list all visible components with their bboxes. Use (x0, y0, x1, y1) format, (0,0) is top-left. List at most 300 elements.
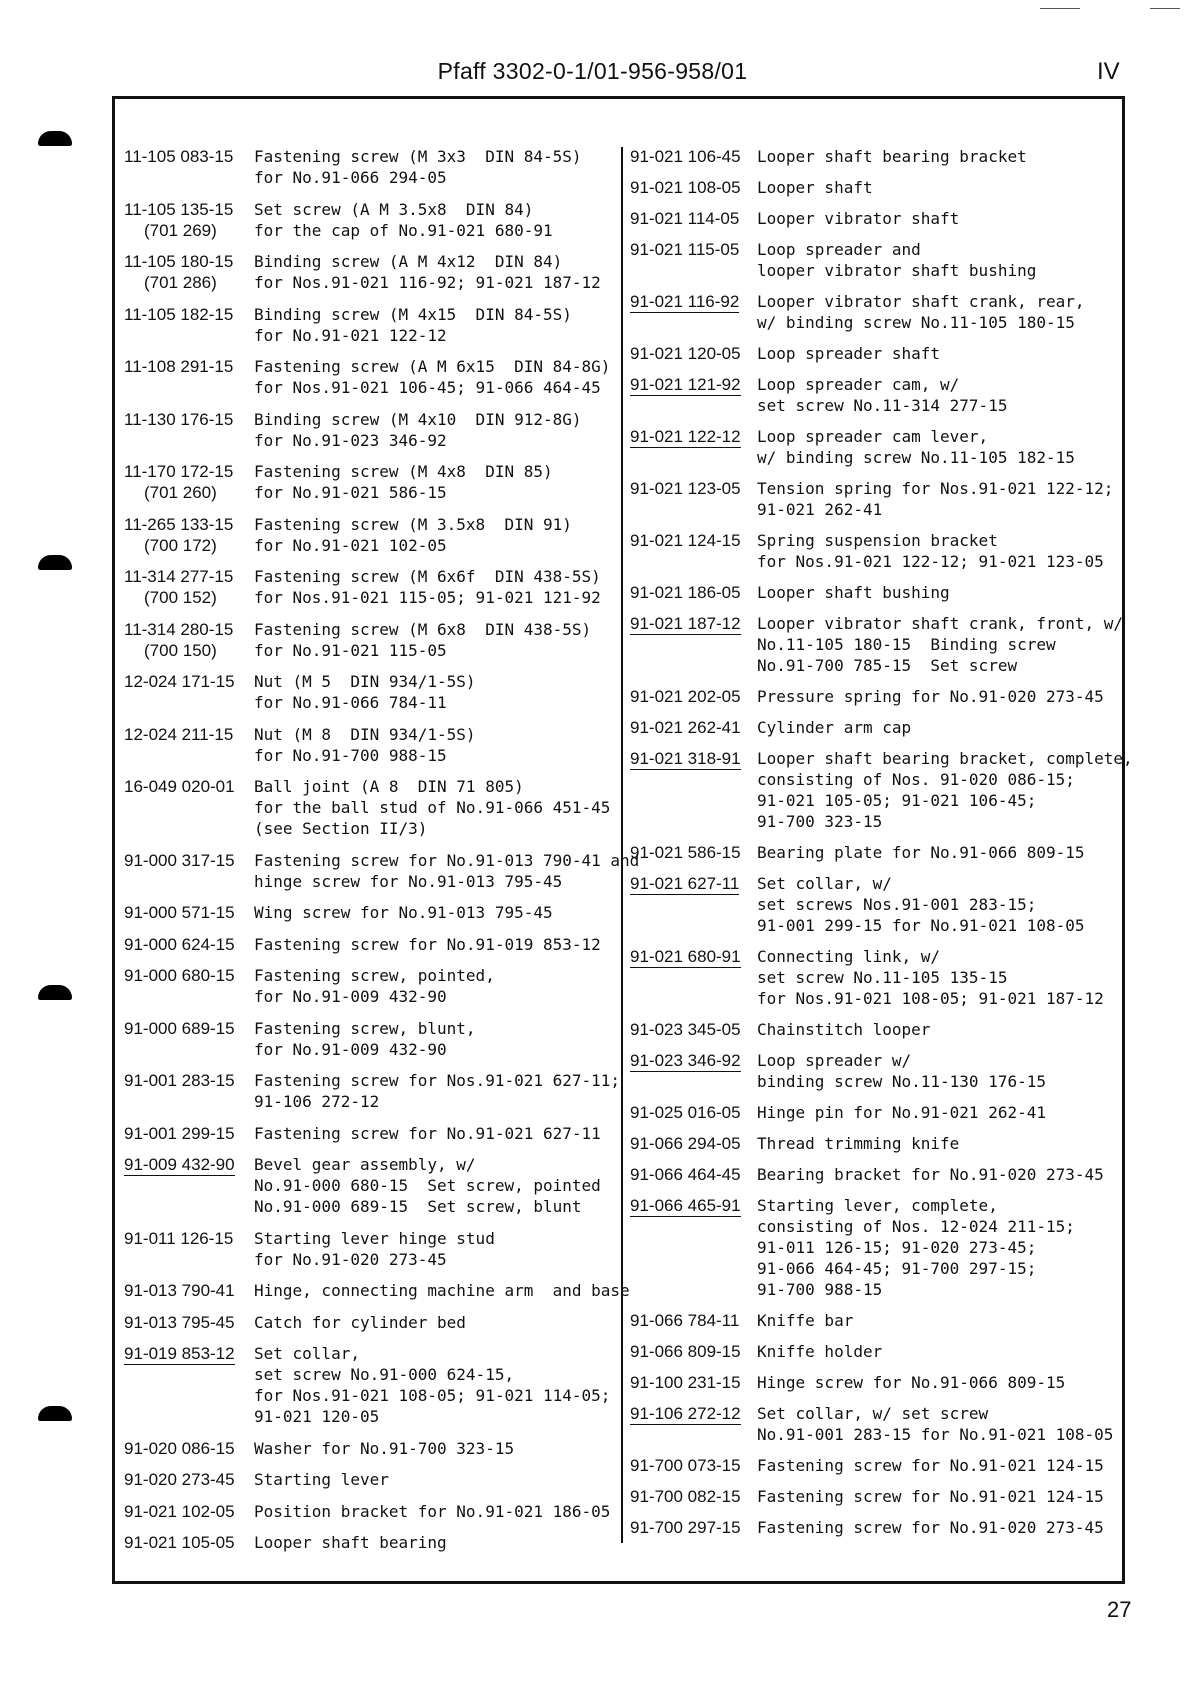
part-number: 11-105 180-15 (124, 252, 234, 271)
part-description-line: Thread trimming knife (757, 1134, 960, 1153)
part-number: 91-700 297-15 (630, 1518, 741, 1537)
parts-list-entry (124, 356, 609, 398)
part-number: 91-100 231-15 (630, 1373, 741, 1392)
parts-list-entry (630, 1486, 1110, 1507)
part-description (254, 1501, 610, 1522)
parts-list-entry (630, 946, 1110, 1009)
part-description-line: Fastening screw for Nos.91-021 627-11; (254, 1071, 621, 1090)
part-number: 91-000 680-15 (124, 966, 235, 985)
parts-list-entry (124, 1228, 609, 1270)
part-description-line: 91-021 262-41 (757, 500, 883, 519)
parts-list-entry (630, 1102, 1110, 1123)
scan-mark (1150, 8, 1180, 9)
part-number: 91-021 115-05 (630, 240, 740, 259)
old-part-number: (700 152) (144, 588, 217, 607)
part-description (254, 1343, 610, 1427)
part-number: 11-170 172-15 (124, 462, 234, 481)
part-description-line: Looper shaft bearing bracket, complete, (757, 749, 1133, 768)
part-description (254, 146, 582, 188)
parts-list-entry (124, 409, 609, 451)
part-description-line: Tension spring for Nos.91-021 122-12; (757, 479, 1114, 498)
part-number-cell (630, 1133, 757, 1154)
part-number-cell (630, 686, 757, 707)
part-description-line: w/ binding screw No.11-105 180-15 (757, 313, 1075, 332)
parts-list-entry (124, 902, 609, 923)
part-number: 91-700 073-15 (630, 1456, 741, 1475)
parts-list-entry (630, 1195, 1110, 1300)
part-description-line: Set collar, w/ (757, 874, 892, 893)
part-number-cell (124, 1070, 254, 1091)
part-number-cell (124, 514, 254, 556)
part-number: 91-021 116-92 (630, 292, 740, 311)
part-number-cell (124, 934, 254, 955)
parts-list-entry (630, 291, 1110, 333)
part-description-line: Fastening screw (M 4x8 DIN 85) (254, 462, 553, 481)
part-number-cell (124, 1343, 254, 1364)
parts-list-entry (630, 613, 1124, 676)
part-number-cell (124, 619, 254, 661)
parts-list-entry (630, 1050, 1110, 1092)
parts-list-entry (124, 776, 609, 839)
parts-list-entry (630, 208, 1110, 229)
part-description-line: Fastening screw for No.91-021 124-15 (757, 1456, 1104, 1475)
old-part-number: (700 150) (144, 640, 217, 660)
parts-list-entry (630, 1019, 1110, 1040)
part-description-line: for Nos.91-021 115-05; 91-021 121-92 (254, 588, 601, 607)
part-description (254, 1312, 466, 1333)
part-number-cell (124, 1438, 254, 1459)
old-part-number: (701 269) (144, 220, 217, 240)
part-description (757, 946, 1104, 1009)
part-description-line: consisting of Nos. 12-024 211-15; (757, 1217, 1075, 1236)
part-description-line: Fastening screw (M 3.5x8 DIN 91) (254, 514, 572, 534)
part-description-line: for Nos.91-021 108-05; 91-021 114-05; (254, 1386, 611, 1405)
part-description-line: 91-106 272-12 (254, 1092, 380, 1111)
part-description-line: for No.91-009 432-90 (254, 987, 447, 1006)
part-description-line: Binding screw (M 4x10 DIN 912-8G) (254, 409, 582, 429)
part-description-line: for No.91-066 784-11 (254, 693, 447, 712)
part-description-line: Looper shaft bearing (254, 1533, 447, 1552)
punch-hole-2 (38, 555, 72, 570)
parts-column-right (630, 146, 1133, 1548)
parts-column-left (124, 146, 640, 1564)
part-description-line: Wing screw for No.91-013 795-45 (254, 903, 553, 922)
part-description (254, 1469, 389, 1490)
part-number-cell (630, 1164, 757, 1185)
parts-list-entry (630, 1341, 1110, 1362)
part-description (254, 619, 591, 661)
part-description-line: for No.91-021 122-12 (254, 325, 447, 345)
part-description-line: Hinge pin for No.91-021 262-41 (757, 1103, 1046, 1122)
part-number-cell (124, 776, 254, 797)
parts-list-entry (630, 1403, 1114, 1445)
part-number: 91-021 106-45 (630, 147, 741, 166)
part-description-line: set screw No.11-314 277-15 (757, 396, 1008, 415)
parts-list-entry (124, 934, 609, 955)
part-description-line: Bevel gear assembly, w/ (254, 1155, 476, 1174)
part-number: 91-021 187-12 (630, 614, 741, 633)
parts-list-entry (630, 1372, 1110, 1393)
part-description (757, 291, 1085, 333)
part-description-line: 91-700 988-15 (757, 1280, 883, 1299)
part-description-line: consisting of Nos. 91-020 086-15; (757, 770, 1075, 789)
part-number: 91-000 624-15 (124, 934, 235, 954)
part-number: 91-021 318-91 (630, 749, 741, 768)
parts-list-entry (630, 1164, 1110, 1185)
part-description (757, 426, 1075, 468)
part-number-cell (124, 1123, 254, 1144)
part-number: 91-021 108-05 (630, 178, 741, 197)
part-number-cell (124, 724, 254, 745)
part-number-cell (630, 842, 757, 863)
part-description-line: Fastening screw for No.91-020 273-45 (757, 1518, 1104, 1537)
part-description (757, 1019, 930, 1040)
part-description (254, 850, 639, 892)
part-number: 91-009 432-90 (124, 1155, 235, 1174)
parts-list-entry (124, 1070, 621, 1112)
part-number-cell (630, 1403, 757, 1424)
part-description-line: 91-700 323-15 (757, 812, 883, 831)
part-number-cell (124, 671, 254, 692)
part-description-line: Nut (M 5 DIN 934/1-5S) (254, 672, 476, 691)
part-number: 91-066 294-05 (630, 1134, 741, 1153)
part-description (254, 934, 601, 955)
parts-list-entry (630, 374, 1110, 416)
parts-list-entry (630, 177, 1110, 198)
part-number: 91-021 102-05 (124, 1501, 235, 1521)
part-description-line: hinge screw for No.91-013 795-45 (254, 871, 563, 891)
part-description-line: Looper shaft (757, 178, 873, 197)
part-number-cell (630, 1102, 757, 1123)
part-number-cell (124, 409, 254, 430)
part-description-line: for Nos.91-021 106-45; 91-066 464-45 (254, 378, 601, 397)
part-number: 11-105 182-15 (124, 304, 234, 324)
parts-list-entry (630, 1310, 1110, 1331)
part-description (254, 1154, 601, 1217)
part-description (254, 1018, 476, 1060)
parts-list-entry (124, 671, 609, 713)
part-description-line: Kniffe bar (757, 1311, 854, 1330)
column-divider (621, 147, 623, 1543)
part-description-line: Set collar, w/ set screw (757, 1404, 989, 1423)
part-description (757, 1486, 1104, 1507)
part-description (757, 374, 1007, 416)
part-description-line: Fastening screw (M 6x8 DIN 438-5S) (254, 619, 592, 639)
part-number-cell (124, 965, 254, 986)
part-description-line: Ball joint (A 8 DIN 71 805) (254, 777, 524, 796)
part-number: 91-023 346-92 (630, 1051, 741, 1070)
page-number: 27 (1107, 1597, 1132, 1622)
part-number-cell (124, 1312, 254, 1333)
part-description (757, 239, 1036, 281)
part-description-line: for No.91-021 102-05 (254, 535, 447, 555)
part-description (757, 842, 1085, 863)
part-description (254, 902, 553, 923)
part-number: 11-265 133-15 (124, 514, 234, 534)
scan-mark (1040, 8, 1080, 9)
part-description-line: Looper shaft bushing (757, 583, 950, 602)
part-number: 91-001 283-15 (124, 1071, 235, 1090)
part-number-cell (124, 251, 254, 293)
part-description-line: Starting lever, complete, (757, 1196, 998, 1215)
part-description-line: Chainstitch looper (757, 1020, 931, 1039)
part-number: 91-023 345-05 (630, 1020, 741, 1039)
part-description (254, 566, 601, 608)
part-description-line: Looper vibrator shaft (757, 209, 960, 228)
part-description (757, 1164, 1104, 1185)
part-description (254, 1123, 601, 1144)
parts-list-entry (630, 717, 1110, 738)
part-description-line: Fastening screw, pointed, (254, 966, 495, 985)
parts-list-entry (124, 514, 609, 556)
punch-hole-4 (38, 1406, 72, 1421)
part-description (254, 1228, 495, 1270)
part-number-cell (124, 1469, 254, 1490)
part-description (757, 1050, 1046, 1092)
part-description-line: Starting lever hinge stud (254, 1228, 495, 1248)
part-number: 91-021 627-11 (630, 874, 740, 893)
part-description (254, 409, 582, 451)
part-number-cell (630, 946, 757, 967)
parts-list-entry (124, 1154, 609, 1217)
part-description (757, 1403, 1113, 1445)
part-number: 91-011 126-15 (124, 1228, 234, 1248)
part-number: 91-021 262-41 (630, 718, 741, 737)
part-number-cell (630, 613, 757, 634)
part-description (254, 356, 610, 398)
part-description-line: Washer for No.91-700 323-15 (254, 1438, 515, 1458)
part-description-line: for No.91-020 273-45 (254, 1249, 447, 1269)
part-number: 91-066 464-45 (630, 1165, 741, 1184)
part-description (254, 671, 476, 713)
part-description-line: Hinge, connecting machine arm and base (254, 1281, 630, 1300)
page-title: Pfaff 3302-0-1/01-956-958/01 (437, 58, 748, 84)
part-number: 91-066 784-11 (630, 1311, 740, 1330)
part-number: 16-049 020-01 (124, 777, 235, 796)
part-description-line: Loop spreader shaft (757, 344, 941, 363)
part-description-line: Bearing plate for No.91-066 809-15 (757, 843, 1085, 862)
part-description (254, 199, 553, 241)
part-number: 91-700 082-15 (630, 1487, 741, 1506)
part-description (757, 530, 1104, 572)
part-number-cell (630, 582, 757, 603)
part-description (254, 1532, 447, 1553)
part-description-line: Loop spreader and (757, 240, 921, 259)
part-description-line: binding screw No.11-130 176-15 (757, 1072, 1046, 1091)
parts-list-entry (124, 1123, 609, 1144)
part-number: 91-021 202-05 (630, 687, 741, 706)
part-number-cell (630, 1019, 757, 1040)
part-description (254, 965, 495, 1007)
part-description-line: Position bracket for No.91-021 186-05 (254, 1501, 611, 1521)
parts-list-entry (630, 530, 1110, 572)
part-number-cell (124, 304, 254, 325)
part-number-cell (124, 1501, 254, 1522)
part-description (757, 1517, 1104, 1538)
part-description-line: (see Section II/3) (254, 819, 428, 838)
parts-list-entry (630, 873, 1110, 936)
part-description-line: for the cap of No.91-021 680-91 (254, 220, 553, 240)
part-number: 91-013 795-45 (124, 1312, 235, 1332)
part-description-line: for the ball stud of No.91-066 451-45 (254, 798, 611, 817)
part-description-line: Catch for cylinder bed (254, 1312, 466, 1332)
part-description-line: Binding screw (M 4x15 DIN 84-5S) (254, 304, 572, 324)
part-description (254, 1280, 630, 1301)
part-number-cell (630, 1517, 757, 1538)
old-part-number: (701 260) (144, 483, 217, 502)
part-number: 91-021 124-15 (630, 531, 741, 550)
part-description-line: Loop spreader cam, w/ (757, 375, 960, 394)
punch-hole-3 (38, 985, 72, 1000)
part-description-line: set screw No.11-105 135-15 (757, 968, 1008, 987)
part-description-line: Fastening screw for No.91-021 627-11 (254, 1123, 601, 1143)
parts-list-entry (630, 426, 1110, 468)
part-number: 91-021 121-92 (630, 375, 741, 394)
part-number: 12-024 171-15 (124, 672, 235, 691)
parts-list-entry (124, 1312, 609, 1333)
part-description-line: No.91-000 689-15 Set screw, blunt (254, 1197, 582, 1216)
part-number: 91-066 465-91 (630, 1196, 741, 1215)
part-number-cell (630, 530, 757, 551)
part-number: 91-021 123-05 (630, 479, 741, 498)
part-number-cell (124, 1532, 254, 1553)
parts-list-entry (630, 478, 1114, 520)
part-description (757, 582, 950, 603)
part-description-line: Binding screw (A M 4x12 DIN 84) (254, 252, 563, 271)
part-description (757, 717, 911, 738)
parts-list-entry (630, 343, 1110, 364)
part-number-cell (124, 1280, 254, 1301)
part-number: 91-021 105-05 (124, 1533, 235, 1552)
parts-list-entry (124, 199, 609, 241)
part-description-line: Fastening screw (M 3x3 DIN 84-5S) (254, 147, 582, 166)
part-description (254, 1438, 514, 1459)
part-description-line: 91-011 126-15; 91-020 273-45; (757, 1238, 1037, 1257)
parts-list-entry (124, 1343, 609, 1427)
part-number: 11-314 277-15 (124, 567, 234, 586)
parts-list-entry (124, 251, 609, 293)
part-description-line: for Nos.91-021 116-92; 91-021 187-12 (254, 273, 601, 292)
part-description-line: Set collar, (254, 1344, 360, 1363)
parts-list-entry (124, 724, 609, 766)
part-description-line: Nut (M 8 DIN 934/1-5S) (254, 724, 476, 744)
part-number: 11-314 280-15 (124, 619, 234, 639)
part-number: 91-020 273-45 (124, 1470, 235, 1489)
part-description-line: Fastening screw, blunt, (254, 1018, 476, 1038)
part-description (757, 1455, 1104, 1476)
part-description-line: 91-021 105-05; 91-021 106-45; (757, 791, 1037, 810)
part-description-line: Looper vibrator shaft crank, rear, (757, 292, 1085, 311)
parts-list-entry (124, 965, 609, 1007)
part-number: 91-021 122-12 (630, 427, 741, 446)
old-part-number: (701 286) (144, 273, 217, 292)
part-description-line: 91-066 464-45; 91-700 297-15; (757, 1259, 1037, 1278)
parts-list-entry (630, 1455, 1110, 1476)
part-description-line: 91-001 299-15 for No.91-021 108-05 (757, 916, 1085, 935)
part-number-cell (630, 1486, 757, 1507)
old-part-number: (700 172) (144, 535, 217, 555)
part-description-line: Fastening screw (A M 6x15 DIN 84-8G) (254, 357, 611, 376)
part-description-line: Fastening screw for No.91-019 853-12 (254, 934, 601, 954)
part-description (757, 748, 1133, 832)
part-description (757, 177, 873, 198)
part-number: 91-066 809-15 (630, 1342, 741, 1361)
part-description-line: Bearing bracket for No.91-020 273-45 (757, 1165, 1104, 1184)
part-description-line: Hinge screw for No.91-066 809-15 (757, 1373, 1066, 1392)
part-number-cell (630, 146, 757, 167)
part-description (254, 304, 572, 346)
part-number-cell (630, 208, 757, 229)
part-description (757, 613, 1123, 676)
part-number-cell (630, 748, 757, 769)
parts-list-entry (124, 461, 609, 503)
part-number: 11-108 291-15 (124, 357, 234, 376)
part-description (254, 251, 601, 293)
parts-list-entry (124, 1501, 609, 1522)
part-description (254, 776, 610, 839)
part-description-line: Spring suspension bracket (757, 531, 998, 550)
part-number-cell (630, 374, 757, 395)
part-description-line: for No.91-021 586-15 (254, 483, 447, 502)
part-description-line: for No.91-021 115-05 (254, 640, 447, 660)
part-number: 91-021 120-05 (630, 344, 741, 363)
part-description-line: for Nos.91-021 108-05; 91-021 187-12 (757, 989, 1104, 1008)
parts-list-entry (630, 686, 1110, 707)
part-number: 91-013 790-41 (124, 1281, 235, 1300)
part-description-line: Looper shaft bearing bracket (757, 147, 1027, 166)
part-number-cell (124, 1154, 254, 1175)
part-description-line: Fastening screw (M 6x6f DIN 438-5S) (254, 567, 601, 586)
part-number-cell (630, 1341, 757, 1362)
parts-list-entry (124, 1469, 609, 1490)
part-description-line: Loop spreader cam lever, (757, 427, 989, 446)
part-description (757, 478, 1113, 520)
part-number-cell (124, 902, 254, 923)
part-description-line: w/ binding screw No.11-105 182-15 (757, 448, 1075, 467)
part-number-cell (124, 566, 254, 608)
part-description-line: Starting lever (254, 1470, 389, 1489)
part-number: 12-024 211-15 (124, 724, 234, 744)
part-number-cell (124, 850, 254, 871)
part-description-line: Loop spreader w/ (757, 1051, 912, 1070)
part-number: 91-000 689-15 (124, 1018, 235, 1038)
part-description (757, 343, 940, 364)
parts-list-entry (124, 1280, 630, 1301)
part-description (757, 1341, 882, 1362)
part-description-line: Pressure spring for No.91-020 273-45 (757, 687, 1104, 706)
parts-list-entry (630, 1517, 1110, 1538)
part-description-line: No.11-105 180-15 Binding screw (757, 635, 1056, 654)
part-description-line: for No.91-066 294-05 (254, 168, 447, 187)
part-description-line: for No.91-023 346-92 (254, 430, 447, 450)
part-description-line: set screw No.91-000 624-15, (254, 1365, 515, 1384)
part-number-cell (630, 717, 757, 738)
part-description (757, 146, 1027, 167)
part-number: 91-001 299-15 (124, 1123, 235, 1143)
part-description-line: Looper vibrator shaft crank, front, w/ (757, 614, 1124, 633)
part-number: 91-021 680-91 (630, 947, 741, 966)
parts-list-entry (630, 842, 1110, 863)
parts-list-entry (630, 146, 1110, 167)
parts-list-entry (124, 850, 640, 892)
parts-list-entry (124, 146, 609, 188)
part-description-line: Connecting link, w/ (757, 947, 941, 966)
part-description (757, 1195, 1075, 1300)
part-description (757, 1310, 853, 1331)
part-description (757, 1372, 1065, 1393)
parts-list-entry (630, 582, 1110, 603)
parts-list-entry (124, 566, 609, 608)
